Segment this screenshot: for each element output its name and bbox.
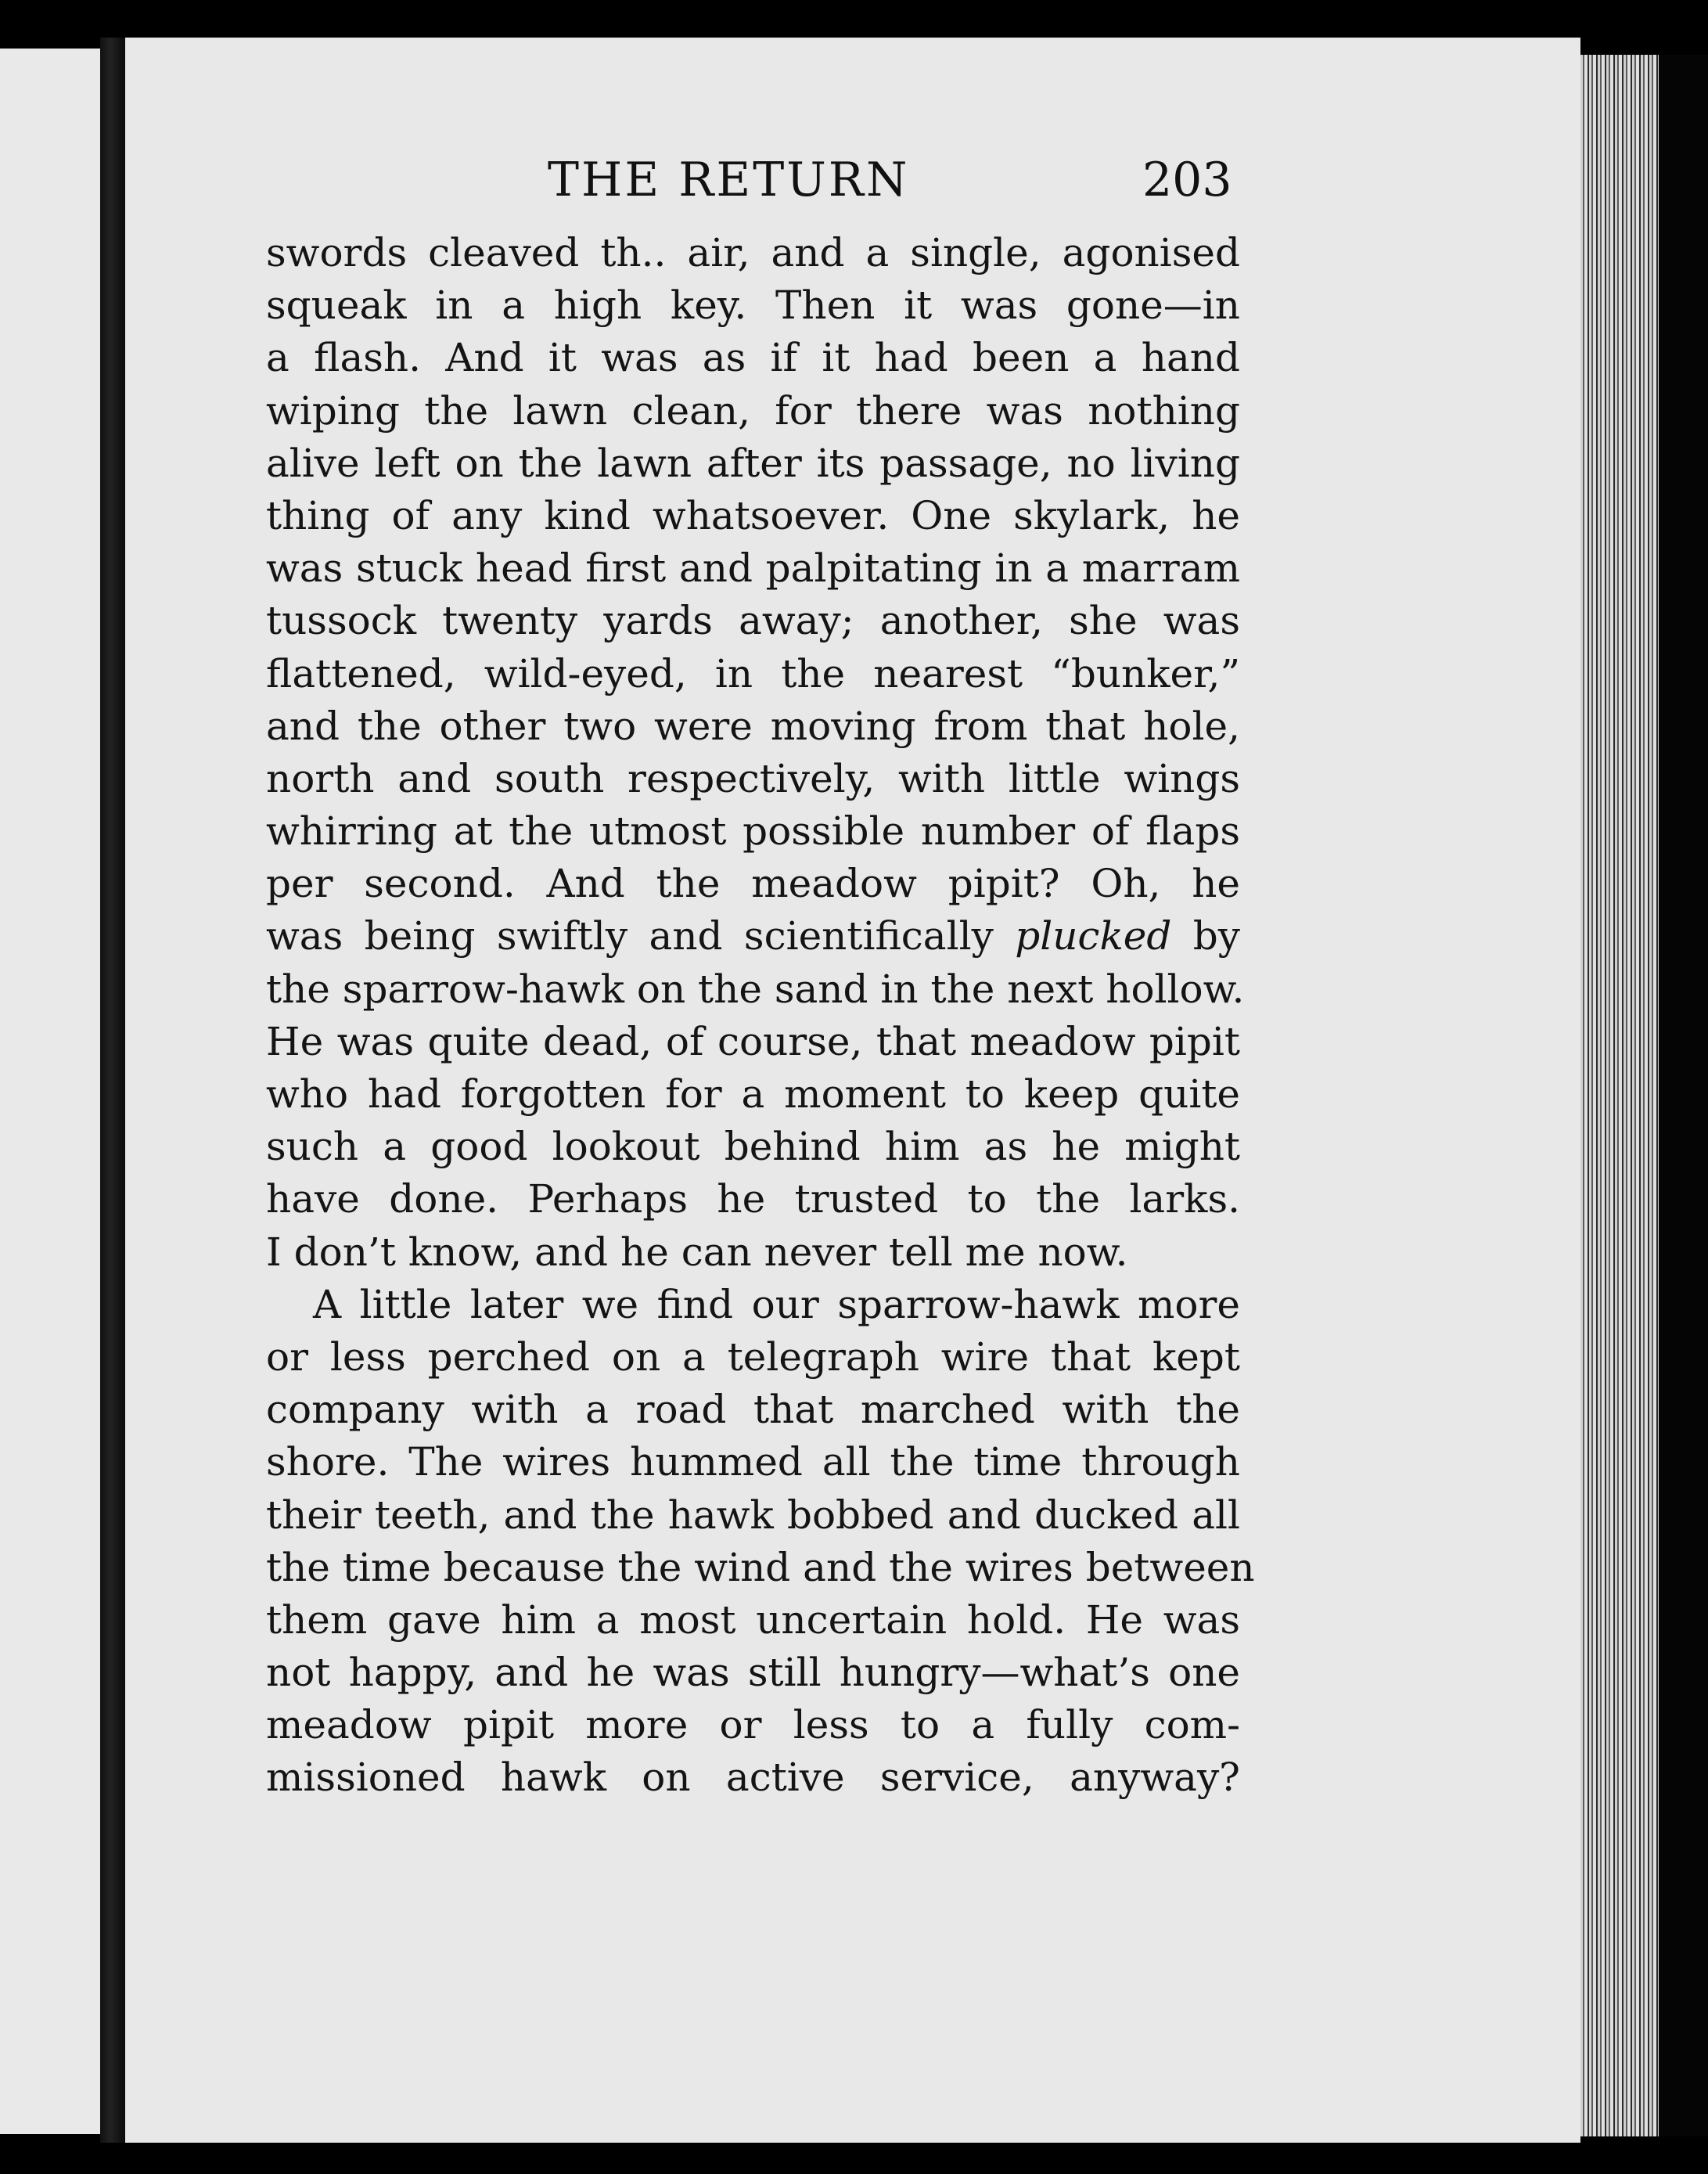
text-line-with-italic <box>266 910 1240 963</box>
text-line: flattened, wild-eyed, in the nearest “bunker,” <box>266 650 1240 696</box>
text-line: or less perched on a telegraph wire that kept <box>266 1334 1240 1380</box>
text-line: who had forgotten for a moment to keep quite <box>266 1071 1240 1117</box>
text-line: wiping the lawn clean, for there was nothing <box>266 387 1240 434</box>
body-text <box>266 227 1255 1805</box>
text-line: and the other two were moving from that hole, <box>266 703 1240 749</box>
text-line: the sparrow-hawk on the sand in the next hollow. <box>266 966 1245 1012</box>
book-gutter <box>100 38 125 2143</box>
text-segment: by <box>1171 913 1240 959</box>
text-line: A little later we find our sparrow-hawk more <box>313 1281 1240 1327</box>
facing-page-edge <box>0 49 100 2134</box>
text-line: shore. The wires hummed all the time through <box>266 1439 1240 1485</box>
text-line: north and south respectively, with little wings <box>266 755 1240 801</box>
page-number: 203 <box>1142 153 1232 207</box>
text-line: company with a road that marched with the <box>266 1387 1240 1433</box>
text-line: tussock twenty yards away; another, she was <box>266 598 1240 644</box>
text-line: a flash. And it was as if it had been a hand <box>266 335 1240 381</box>
text-line: not happy, and he was still hungry—what’s one <box>266 1650 1240 1696</box>
text-line: missioned hawk on active service, anyway? <box>266 1755 1240 1801</box>
text-line: per second. And the meadow pipit? Oh, he <box>266 861 1240 907</box>
text-line: them gave him a most uncertain hold. He was <box>266 1596 1240 1643</box>
text-line: such a good lookout behind him as he might <box>266 1124 1240 1170</box>
scan-border <box>1659 55 1708 2136</box>
text-line: thing of any kind whatsoever. One skylark, he <box>266 492 1240 538</box>
text-line: He was quite dead, of course, that meadow pipit <box>266 1018 1240 1064</box>
text-line: was stuck head first and palpitating in a marram <box>266 545 1240 592</box>
page-stack-edge <box>1580 55 1659 2136</box>
text-line: their teeth, and the hawk bobbed and ducked all <box>266 1492 1240 1538</box>
text-line: I don’t know, and he can never tell me now. <box>266 1229 1128 1275</box>
text-line: alive left on the lawn after its passage, no living <box>266 440 1240 486</box>
text-line: squeak in a high key. Then it was gone—in <box>266 283 1240 329</box>
text-line: the time because the wind and the wires between <box>266 1544 1255 1590</box>
text-line: whirring at the utmost possible number of flaps <box>266 808 1240 855</box>
text-line: have done. Perhaps he trusted to the larks. <box>266 1176 1240 1222</box>
text-line: swords cleaved th.. air, and a single, agonised <box>266 230 1240 275</box>
text-segment: was being swiftly and scientifically <box>266 913 1016 959</box>
running-title: THE RETURN <box>548 153 910 207</box>
italic-word: plucked <box>1015 913 1172 959</box>
text-line: meadow pipit more or less to a fully com- <box>266 1702 1240 1748</box>
